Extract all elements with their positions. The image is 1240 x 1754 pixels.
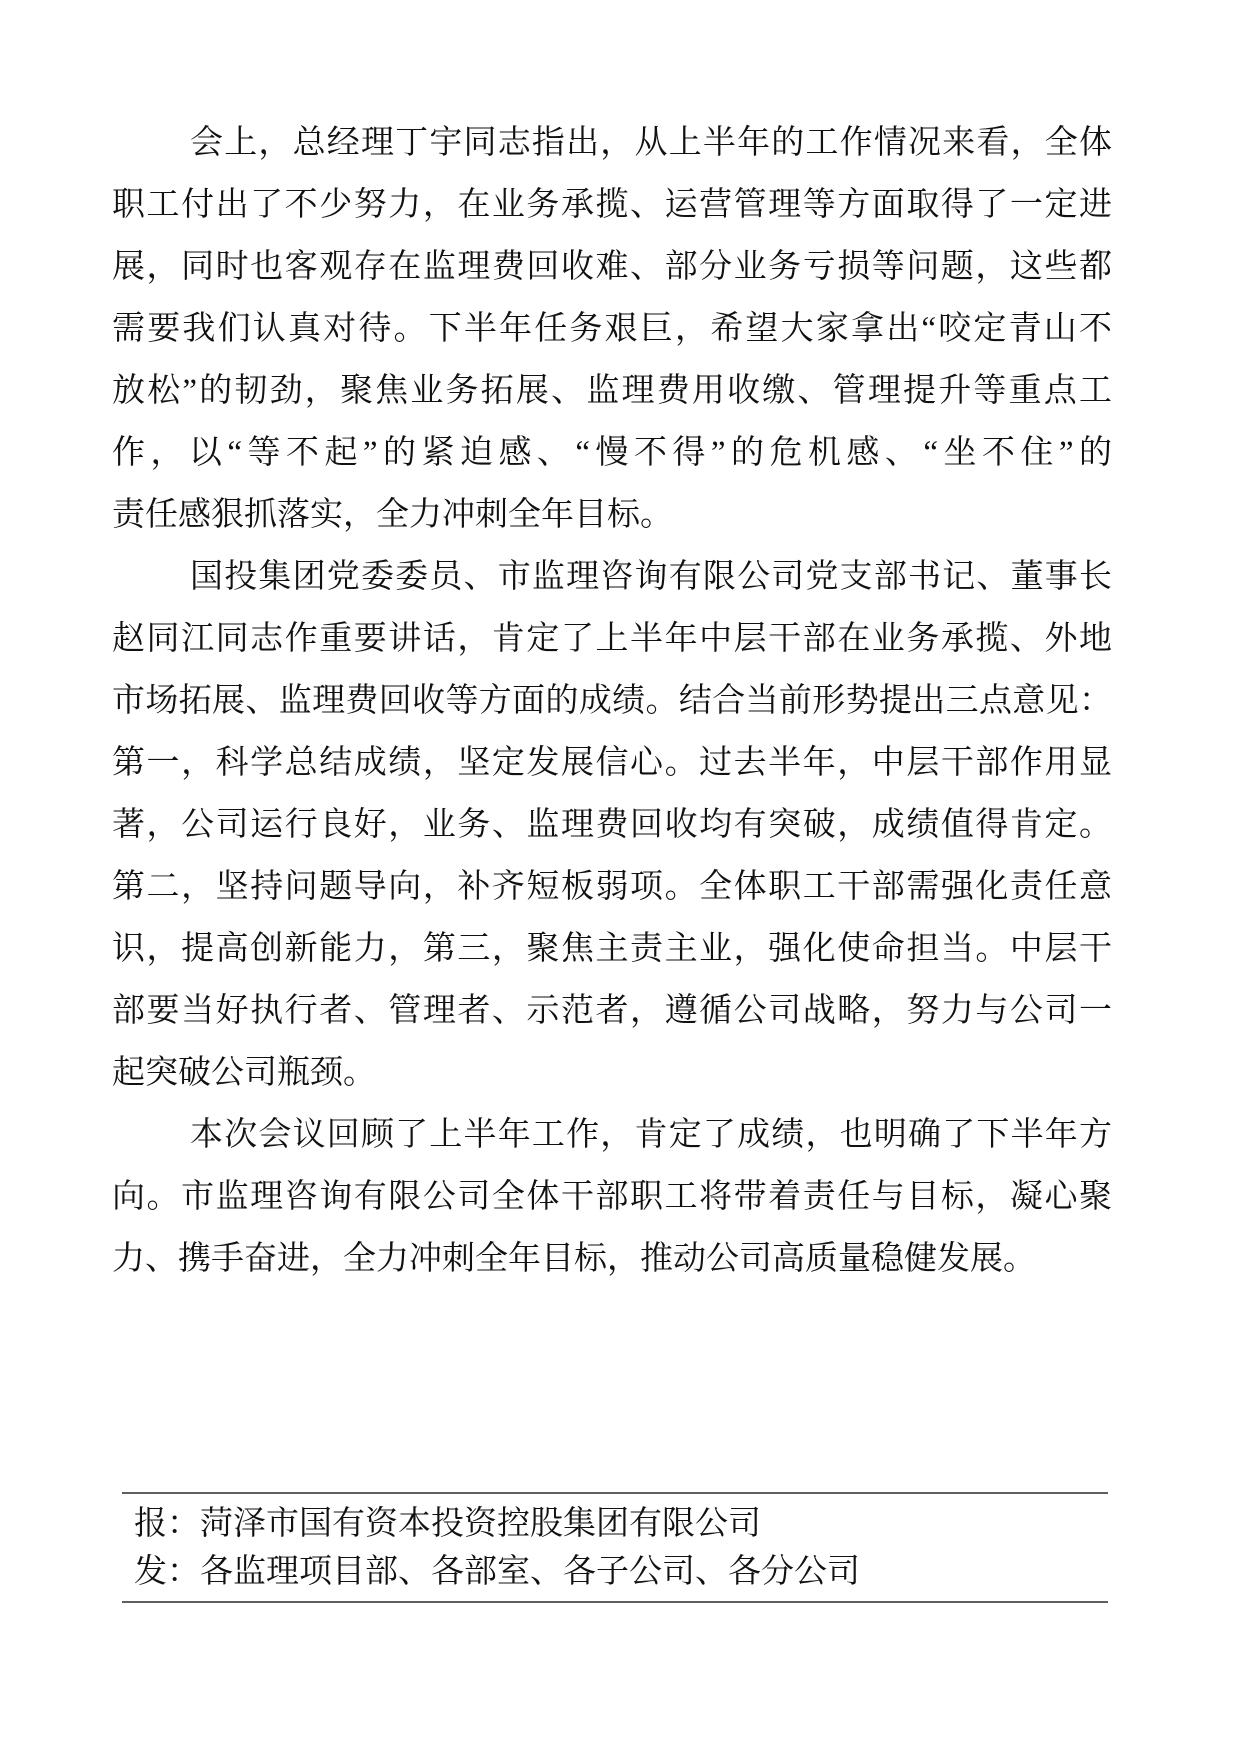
document-line: 责任感狠抓落实，全力冲刺全年目标。 (112, 497, 673, 533)
document-line: 识，提高创新能力，第三，聚焦主责主业，强化使命担当。中层干 (112, 931, 1112, 967)
footer-distribution-line: 发：各监理项目部、各部室、各子公司、各分公司 (134, 1554, 860, 1590)
document-line: 职工付出了不少努力，在业务承揽、运营管理等方面取得了一定进 (112, 187, 1112, 223)
footer-report-line: 报：菏泽市国有资本投资控股集团有限公司 (134, 1506, 761, 1542)
version-note-footer (122, 1492, 1108, 1603)
document-line: 作，以“等不起”的紧迫感、“慢不得”的危机感、“坐不住”的 (112, 435, 1112, 471)
document-body (112, 112, 1112, 1290)
document-line: 本次会议回顾了上半年工作，肯定了成绩，也明确了下半年方 (190, 1117, 1112, 1153)
document-line: 赵同江同志作重要讲话，肯定了上半年中层干部在业务承揽、外地 (112, 621, 1112, 657)
document-line: 部要当好执行者、管理者、示范者，遵循公司战略，努力与公司一 (112, 993, 1112, 1029)
document-line: 市场拓展、监理费回收等方面的成绩。结合当前形势提出三点意见： (112, 683, 1112, 719)
document-line: 国投集团党委委员、市监理咨询有限公司党支部书记、董事长 (190, 559, 1112, 595)
paragraph (112, 1104, 1112, 1290)
document-line: 会上，总经理丁宇同志指出，从上半年的工作情况来看，全体 (190, 125, 1112, 161)
paragraph (112, 112, 1112, 546)
document-line: 放松”的韧劲，聚焦业务拓展、监理费用收缴、管理提升等重点工 (112, 373, 1112, 409)
document-line: 需要我们认真对待。下半年任务艰巨，希望大家拿出“咬定青山不 (112, 311, 1112, 347)
document-line: 力、携手奋进，全力冲刺全年目标，推动公司高质量稳健发展。 (112, 1241, 1036, 1277)
document-line: 展，同时也客观存在监理费回收难、部分业务亏损等问题，这些都 (112, 249, 1112, 285)
document-line: 著，公司运行良好，业务、监理费回收均有突破，成绩值得肯定。 (112, 807, 1112, 843)
document-line: 第二，坚持问题导向，补齐短板弱项。全体职工干部需强化责任意 (112, 869, 1112, 905)
document-line: 向。市监理咨询有限公司全体干部职工将带着责任与目标，凝心聚 (112, 1179, 1112, 1215)
document-line: 起突破公司瓶颈。 (112, 1055, 376, 1091)
document-line: 第一，科学总结成绩，坚定发展信心。过去半年，中层干部作用显 (112, 745, 1112, 781)
paragraph (112, 546, 1112, 1104)
